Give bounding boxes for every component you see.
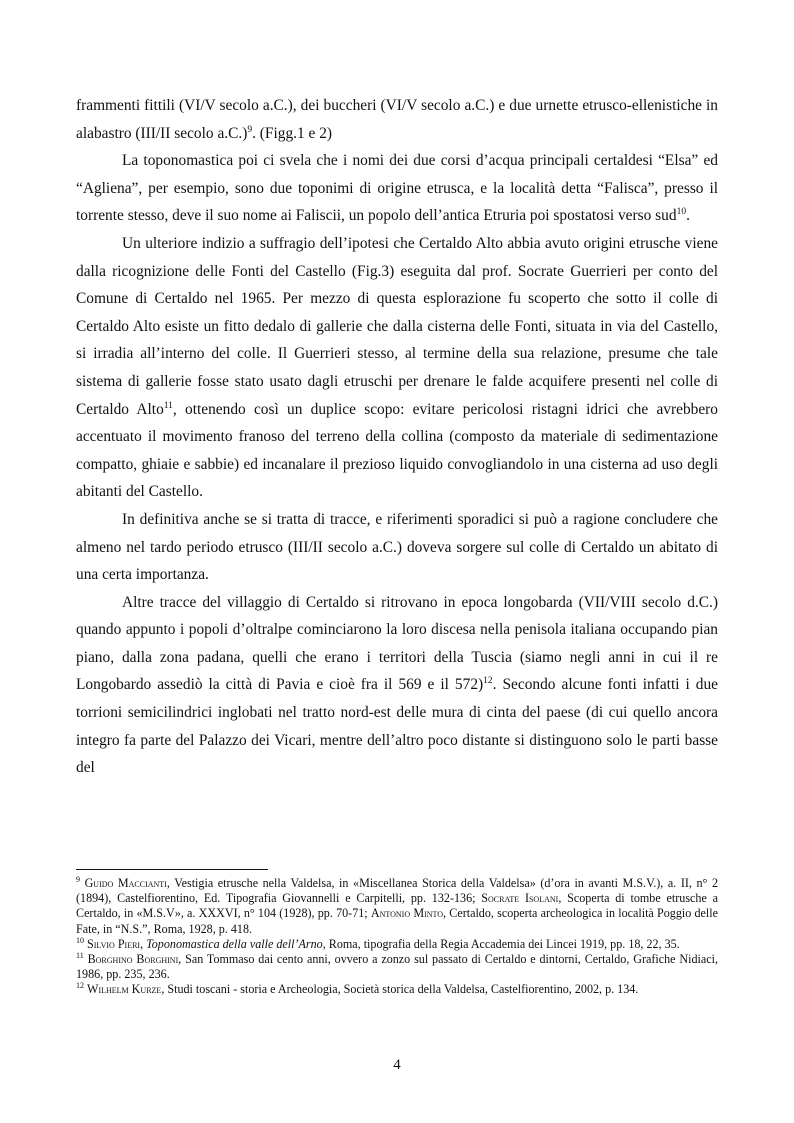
footnote-ref-9[interactable]: 9 bbox=[247, 124, 253, 135]
footnote-ref-12[interactable]: 12 bbox=[483, 676, 493, 687]
footnote-author: Wilhelm Kurze bbox=[87, 982, 162, 997]
footnote-ref-11[interactable]: 11 bbox=[163, 400, 173, 411]
footnote-author: Borghino Borghini bbox=[87, 952, 179, 967]
footnote-separator bbox=[76, 869, 268, 870]
footnote-11: $^{11}$ Borghino Borghini, San Tommaso dai cento anni, ovvero a zonzo sul passato di Certaldo e dintorni, Certaldo, Grafiche Nidiaci, 1986, pp. 235, 236. bbox=[76, 950, 718, 982]
paragraph-3: Un ulteriore indizio a suffragio dell’ipotesi che Certaldo Alto abbia avuto origini etrusche viene dalla ricognizione delle Fonti del Castello (Fig.3) eseguita dal prof. Socrate Guerrieri per conto del Comune di Certaldo nel 1965. Per mezzo di questa esplorazione fu scoperto che sotto il colle di Certaldo Alto esiste un fitto dedalo di gallerie che dalla cisterna delle Fonti, situata in via del Castello, si irradia all’interno del colle. Il Guerrieri stesso, al termine della sua relazione, presume che tale sistema di gallerie fosse stato usato dagli etruschi per drenare le falde acquifere presenti nel colle di Certaldo Alto$^{11}$, ottenendo così un duplice scopo: evitare pericolosi ristagni idrici che avrebbero accentuato il movimento franoso del terreno della collina (composto da materiale di sedimentazione compatto, ghiaie e sabbie) ed incanalare il prezioso liquido convogliandolo in una cisterna ad uso degli abitanti del Castello. bbox=[76, 234, 718, 501]
footnote-10: $^{10}$ Silvio Pieri, Toponomastica della valle dell’Arno, Roma, tipografia della Regia Accademia dei Lincei 1919, pp. 18, 22, 35. bbox=[76, 935, 680, 951]
footnote-author: Antonio Minto bbox=[370, 906, 444, 921]
paragraph-1: frammenti fittili (VI/V secolo a.C.), dei buccheri (VI/V secolo a.C.) e due urnette etrusco-ellenistiche in alabastro (III/II secolo a.C.)$^9$. (Figg.1 e 2) bbox=[76, 97, 718, 142]
footnote-9: $^9$ Guido Maccianti, Vestigia etrusche nella Valdelsa, in «Miscellanea Storica della Valdelsa» (d’ora in avanti M.S.V.), a. II, n° 2 (1894), Castelfiorentino, Ed. Tipografia Giovannelli e Carpitelli, pp. 132-136; Socrate Isolani, Scoperta di tombe etrusche a Certaldo, in «M.S.V», a. XXXVI, n° 104 (1928), pp. 70-71; Antonio Minto, Certaldo, scoperta archeologica in località Poggio delle Fate, in “N.S.”, Roma, 1928, p. 418. bbox=[76, 874, 718, 936]
footnote-author: Guido Maccianti bbox=[84, 876, 167, 890]
footnote-12: $^{12}$ Wilhelm Kurze, Studi toscani - storia e Archeologia, Società storica della Valdelsa, Castelfiorentino, 2002, p. 134. bbox=[76, 981, 639, 997]
page-number: 4 bbox=[393, 1057, 401, 1073]
footnote-author: Silvio Pieri bbox=[87, 936, 141, 951]
paragraph-2: La toponomastica poi ci svela che i nomi dei due corsi d’acqua principali certaldesi “Elsa” ed “Agliena”, per esempio, sono due toponimi di origine etrusca, e la località detta “Falisca”, presso il torrente stesso, deve il suo nome ai Faliscii, un popolo dell’antica Etruria poi spostatosi verso sud$^{10}$. bbox=[76, 152, 718, 225]
paragraph-4: In definitiva anche se si tratta di tracce, e riferimenti sporadici si può a ragione concludere che almeno nel tardo periodo etrusco (III/II secolo a.C.) doveva sorgere sul colle di Certaldo un abitato di una certa importanza. bbox=[76, 510, 718, 584]
footnote-title: Toponomastica della valle dell’Arno bbox=[146, 936, 323, 951]
footnote-author: Socrate Isolani bbox=[481, 891, 559, 906]
footnote-ref-10[interactable]: 10 bbox=[676, 207, 687, 218]
footnotes bbox=[76, 876, 718, 998]
paragraph-5: Altre tracce del villaggio di Certaldo si ritrovano in epoca longobarda (VII/VIII secolo d.C.) quando appunto i popoli d’oltralpe cominciarono la loro discesa nella penisola italiana occupando pian piano, dalla zona padana, quelli che erano i territori della Tuscia (siamo negli anni in cui il re Longobardo assediò la città di Pavia e cioè fra il 569 e il 572)$^{12}$. Secondo alcune fonti infatti i due torrioni semicilindrici inglobati nel tratto nord-est delle mura di cinta del paese (di cui quello ancora integro fa parte del Palazzo dei Vicari, mentre dell’altro poco distante si distinguono solo le parti basse del bbox=[76, 593, 719, 777]
main-text bbox=[76, 92, 718, 782]
